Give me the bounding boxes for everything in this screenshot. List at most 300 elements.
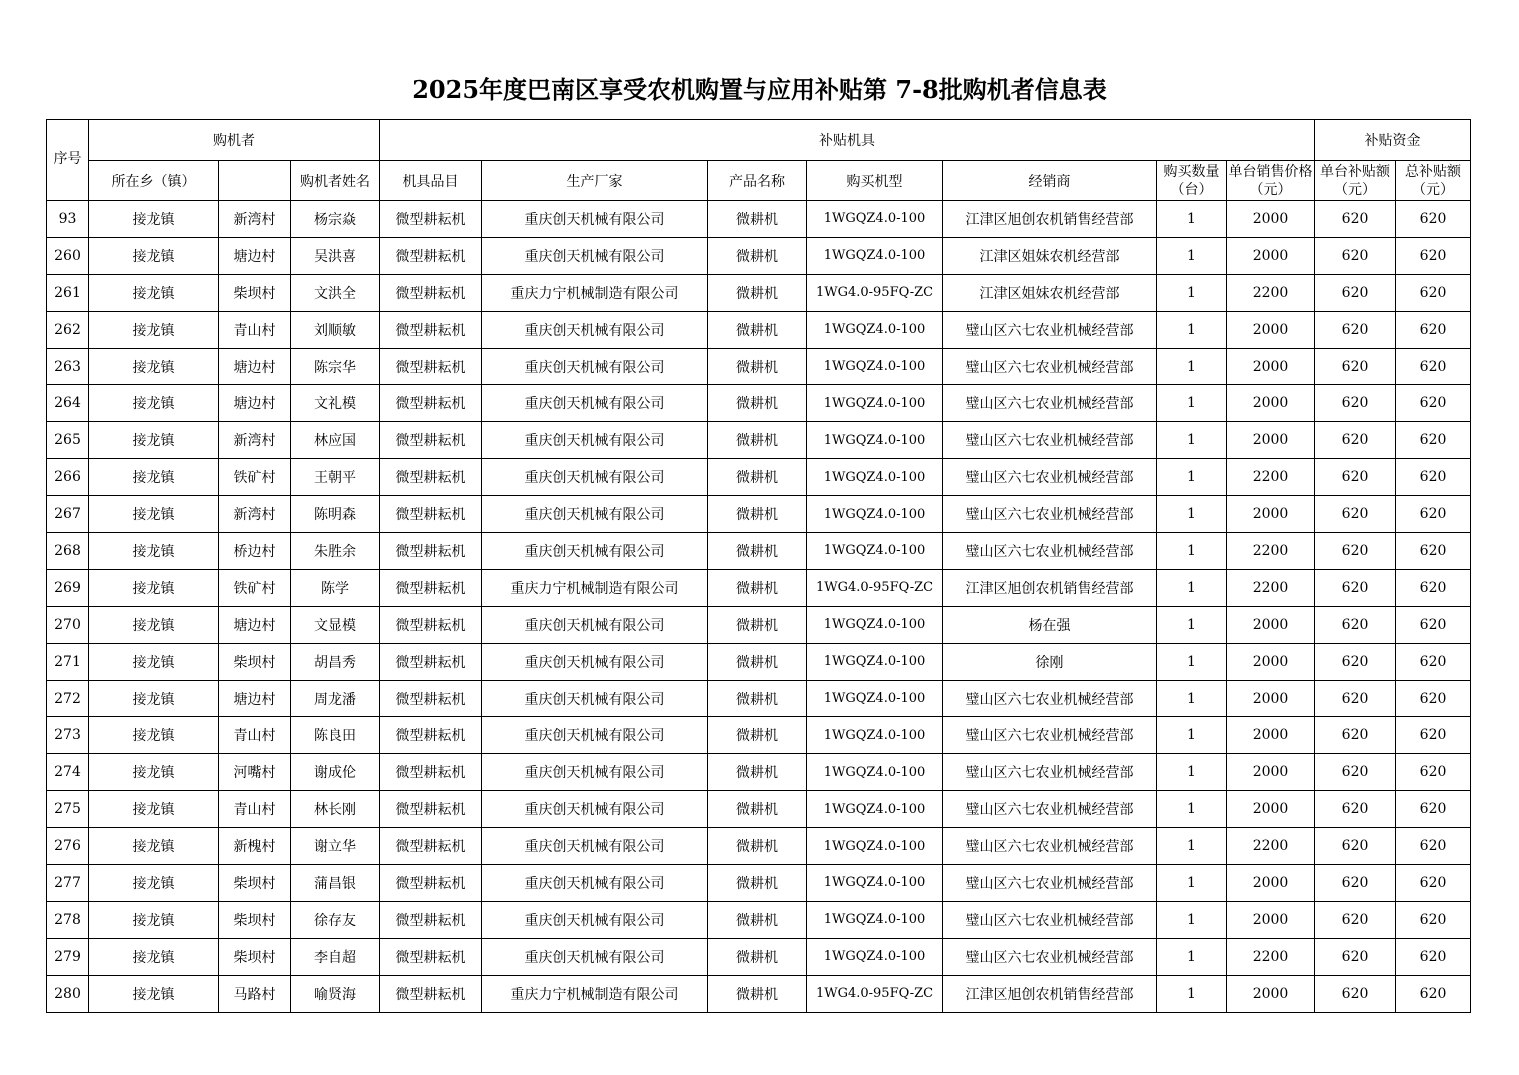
cell-product: 微耕机: [708, 975, 807, 1012]
cell-qty: 1: [1157, 606, 1227, 643]
cell-town: 接龙镇: [89, 828, 219, 865]
cell-seq: 273: [47, 717, 89, 754]
cell-seq: 266: [47, 459, 89, 496]
cell-qty: 1: [1157, 237, 1227, 274]
cell-town: 接龙镇: [89, 201, 219, 238]
cell-qty: 1: [1157, 938, 1227, 975]
cell-dealer: 璧山区六七农业机械经营部: [943, 680, 1157, 717]
cell-name: 李自超: [291, 938, 380, 975]
cell-seq: 268: [47, 533, 89, 570]
cell-category: 微型耕耘机: [380, 717, 482, 754]
cell-village: 铁矿村: [219, 569, 291, 606]
table-row: [47, 201, 1471, 238]
cell-town: 接龙镇: [89, 975, 219, 1012]
cell-qty: 1: [1157, 348, 1227, 385]
cell-category: 微型耕耘机: [380, 606, 482, 643]
cell-price: 2000: [1227, 754, 1315, 791]
cell-town: 接龙镇: [89, 717, 219, 754]
cell-model: 1WGQZ4.0-100: [807, 201, 943, 238]
cell-qty: 1: [1157, 201, 1227, 238]
cell-product: 微耕机: [708, 717, 807, 754]
header-price: 单台销售价格（元）: [1227, 161, 1315, 201]
cell-total-subsidy: 620: [1396, 237, 1471, 274]
cell-seq: 272: [47, 680, 89, 717]
cell-unit-subsidy: 620: [1315, 606, 1396, 643]
cell-manufacturer: 重庆创天机械有限公司: [482, 533, 708, 570]
header-town: 所在乡（镇）: [89, 161, 219, 201]
cell-name: 陈良田: [291, 717, 380, 754]
cell-name: 文显模: [291, 606, 380, 643]
cell-name: 周龙潘: [291, 680, 380, 717]
cell-unit-subsidy: 620: [1315, 680, 1396, 717]
cell-town: 接龙镇: [89, 865, 219, 902]
cell-name: 胡昌秀: [291, 643, 380, 680]
cell-village: 塘边村: [219, 680, 291, 717]
cell-seq: 261: [47, 274, 89, 311]
cell-price: 2200: [1227, 569, 1315, 606]
cell-village: 新槐村: [219, 828, 291, 865]
cell-dealer: 璧山区六七农业机械经营部: [943, 865, 1157, 902]
cell-village: 青山村: [219, 791, 291, 828]
cell-unit-subsidy: 620: [1315, 385, 1396, 422]
cell-name: 林长刚: [291, 791, 380, 828]
cell-manufacturer: 重庆创天机械有限公司: [482, 459, 708, 496]
cell-dealer: 璧山区六七农业机械经营部: [943, 422, 1157, 459]
cell-village: 青山村: [219, 717, 291, 754]
cell-price: 2000: [1227, 348, 1315, 385]
cell-village: 塘边村: [219, 237, 291, 274]
cell-unit-subsidy: 620: [1315, 717, 1396, 754]
cell-total-subsidy: 620: [1396, 533, 1471, 570]
cell-name: 谢成伦: [291, 754, 380, 791]
cell-manufacturer: 重庆创天机械有限公司: [482, 422, 708, 459]
cell-product: 微耕机: [708, 311, 807, 348]
cell-dealer: 江津区旭创农机销售经营部: [943, 975, 1157, 1012]
cell-model: 1WGQZ4.0-100: [807, 680, 943, 717]
cell-name: 文洪全: [291, 274, 380, 311]
cell-dealer: 璧山区六七农业机械经营部: [943, 901, 1157, 938]
cell-town: 接龙镇: [89, 791, 219, 828]
cell-dealer: 璧山区六七农业机械经营部: [943, 754, 1157, 791]
header-model: 购买机型: [807, 161, 943, 201]
cell-price: 2000: [1227, 201, 1315, 238]
cell-village: 青山村: [219, 311, 291, 348]
cell-dealer: 江津区姐妹农机经营部: [943, 274, 1157, 311]
cell-manufacturer: 重庆力宁机械制造有限公司: [482, 569, 708, 606]
cell-town: 接龙镇: [89, 496, 219, 533]
cell-dealer: 徐刚: [943, 643, 1157, 680]
table-row: [47, 274, 1471, 311]
header-qty: 购买数量（台）: [1157, 161, 1227, 201]
cell-total-subsidy: 620: [1396, 717, 1471, 754]
cell-dealer: 璧山区六七农业机械经营部: [943, 385, 1157, 422]
cell-total-subsidy: 620: [1396, 938, 1471, 975]
cell-village: 柴坝村: [219, 274, 291, 311]
table-row: [47, 717, 1471, 754]
cell-price: 2200: [1227, 828, 1315, 865]
cell-village: 铁矿村: [219, 459, 291, 496]
cell-price: 2000: [1227, 496, 1315, 533]
cell-seq: 276: [47, 828, 89, 865]
header-unit-subsidy: 单台补贴额（元）: [1315, 161, 1396, 201]
header-dealer: 经销商: [943, 161, 1157, 201]
cell-name: 蒲昌银: [291, 865, 380, 902]
cell-village: 新湾村: [219, 201, 291, 238]
cell-town: 接龙镇: [89, 348, 219, 385]
cell-town: 接龙镇: [89, 274, 219, 311]
cell-total-subsidy: 620: [1396, 754, 1471, 791]
cell-price: 2000: [1227, 680, 1315, 717]
cell-dealer: 璧山区六七农业机械经营部: [943, 828, 1157, 865]
cell-product: 微耕机: [708, 422, 807, 459]
cell-category: 微型耕耘机: [380, 938, 482, 975]
cell-model: 1WGQZ4.0-100: [807, 237, 943, 274]
cell-total-subsidy: 620: [1396, 422, 1471, 459]
cell-total-subsidy: 620: [1396, 459, 1471, 496]
cell-category: 微型耕耘机: [380, 496, 482, 533]
header-group-funds: 补贴资金: [1315, 120, 1471, 161]
cell-town: 接龙镇: [89, 643, 219, 680]
cell-product: 微耕机: [708, 754, 807, 791]
cell-category: 微型耕耘机: [380, 791, 482, 828]
cell-model: 1WGQZ4.0-100: [807, 496, 943, 533]
cell-product: 微耕机: [708, 828, 807, 865]
cell-manufacturer: 重庆创天机械有限公司: [482, 496, 708, 533]
cell-total-subsidy: 620: [1396, 828, 1471, 865]
cell-seq: 93: [47, 201, 89, 238]
cell-price: 2000: [1227, 901, 1315, 938]
cell-price: 2000: [1227, 865, 1315, 902]
cell-unit-subsidy: 620: [1315, 274, 1396, 311]
cell-village: 塘边村: [219, 606, 291, 643]
cell-manufacturer: 重庆创天机械有限公司: [482, 680, 708, 717]
cell-product: 微耕机: [708, 533, 807, 570]
cell-model: 1WGQZ4.0-100: [807, 828, 943, 865]
cell-category: 微型耕耘机: [380, 201, 482, 238]
cell-model: 1WGQZ4.0-100: [807, 385, 943, 422]
cell-price: 2000: [1227, 643, 1315, 680]
cell-town: 接龙镇: [89, 754, 219, 791]
table-row: [47, 422, 1471, 459]
cell-village: 新湾村: [219, 496, 291, 533]
cell-village: 柴坝村: [219, 938, 291, 975]
cell-unit-subsidy: 620: [1315, 496, 1396, 533]
cell-manufacturer: 重庆力宁机械制造有限公司: [482, 975, 708, 1012]
cell-manufacturer: 重庆创天机械有限公司: [482, 938, 708, 975]
cell-price: 2200: [1227, 459, 1315, 496]
cell-village: 桥边村: [219, 533, 291, 570]
cell-dealer: 江津区旭创农机销售经营部: [943, 569, 1157, 606]
cell-price: 2000: [1227, 606, 1315, 643]
cell-manufacturer: 重庆创天机械有限公司: [482, 865, 708, 902]
cell-village: 塘边村: [219, 348, 291, 385]
table-row: [47, 606, 1471, 643]
cell-model: 1WGQZ4.0-100: [807, 717, 943, 754]
cell-unit-subsidy: 620: [1315, 754, 1396, 791]
cell-qty: 1: [1157, 422, 1227, 459]
cell-model: 1WGQZ4.0-100: [807, 348, 943, 385]
cell-town: 接龙镇: [89, 385, 219, 422]
cell-qty: 1: [1157, 680, 1227, 717]
cell-qty: 1: [1157, 754, 1227, 791]
cell-product: 微耕机: [708, 606, 807, 643]
header-manufacturer: 生产厂家: [482, 161, 708, 201]
cell-dealer: 璧山区六七农业机械经营部: [943, 311, 1157, 348]
cell-model: 1WGQZ4.0-100: [807, 459, 943, 496]
header-category: 机具品目: [380, 161, 482, 201]
table-row: [47, 643, 1471, 680]
table-row: [47, 569, 1471, 606]
cell-village: 河嘴村: [219, 754, 291, 791]
cell-dealer: 江津区旭创农机销售经营部: [943, 201, 1157, 238]
cell-name: 陈学: [291, 569, 380, 606]
cell-model: 1WGQZ4.0-100: [807, 533, 943, 570]
table-row: [47, 680, 1471, 717]
cell-model: 1WG4.0-95FQ-ZC: [807, 569, 943, 606]
cell-total-subsidy: 620: [1396, 385, 1471, 422]
cell-dealer: 璧山区六七农业机械经营部: [943, 938, 1157, 975]
cell-unit-subsidy: 620: [1315, 533, 1396, 570]
cell-name: 朱胜余: [291, 533, 380, 570]
table-body: [47, 201, 1471, 1013]
cell-seq: 274: [47, 754, 89, 791]
cell-town: 接龙镇: [89, 680, 219, 717]
cell-category: 微型耕耘机: [380, 680, 482, 717]
cell-unit-subsidy: 620: [1315, 975, 1396, 1012]
header-name: 购机者姓名: [291, 161, 380, 201]
cell-unit-subsidy: 620: [1315, 569, 1396, 606]
cell-seq: 263: [47, 348, 89, 385]
table-row: [47, 901, 1471, 938]
cell-dealer: 璧山区六七农业机械经营部: [943, 459, 1157, 496]
cell-qty: 1: [1157, 717, 1227, 754]
cell-category: 微型耕耘机: [380, 569, 482, 606]
table-row: [47, 865, 1471, 902]
cell-unit-subsidy: 620: [1315, 643, 1396, 680]
header-seq: 序号: [47, 120, 89, 201]
cell-qty: 1: [1157, 496, 1227, 533]
cell-town: 接龙镇: [89, 606, 219, 643]
cell-price: 2000: [1227, 311, 1315, 348]
cell-seq: 277: [47, 865, 89, 902]
cell-product: 微耕机: [708, 643, 807, 680]
cell-name: 林应国: [291, 422, 380, 459]
header-group-equipment: 补贴机具: [380, 120, 1315, 161]
cell-product: 微耕机: [708, 791, 807, 828]
header-group-buyer: 购机者: [89, 120, 380, 161]
cell-dealer: 江津区姐妹农机经营部: [943, 237, 1157, 274]
cell-seq: 280: [47, 975, 89, 1012]
cell-qty: 1: [1157, 569, 1227, 606]
cell-seq: 265: [47, 422, 89, 459]
header-product: 产品名称: [708, 161, 807, 201]
cell-manufacturer: 重庆创天机械有限公司: [482, 237, 708, 274]
cell-village: 马路村: [219, 975, 291, 1012]
cell-category: 微型耕耘机: [380, 754, 482, 791]
table-row: [47, 791, 1471, 828]
cell-village: 柴坝村: [219, 901, 291, 938]
header-total-subsidy: 总补贴额（元）: [1396, 161, 1471, 201]
cell-product: 微耕机: [708, 201, 807, 238]
table-row: [47, 348, 1471, 385]
cell-unit-subsidy: 620: [1315, 201, 1396, 238]
cell-seq: 278: [47, 901, 89, 938]
cell-manufacturer: 重庆创天机械有限公司: [482, 717, 708, 754]
cell-seq: 262: [47, 311, 89, 348]
cell-manufacturer: 重庆创天机械有限公司: [482, 643, 708, 680]
cell-dealer: 璧山区六七农业机械经营部: [943, 533, 1157, 570]
header-village: [219, 161, 291, 201]
cell-price: 2200: [1227, 533, 1315, 570]
cell-category: 微型耕耘机: [380, 643, 482, 680]
cell-dealer: 杨在强: [943, 606, 1157, 643]
table-row: [47, 828, 1471, 865]
cell-manufacturer: 重庆创天机械有限公司: [482, 828, 708, 865]
table-row: [47, 385, 1471, 422]
cell-name: 文礼模: [291, 385, 380, 422]
cell-name: 徐存友: [291, 901, 380, 938]
cell-qty: 1: [1157, 901, 1227, 938]
cell-unit-subsidy: 620: [1315, 828, 1396, 865]
cell-seq: 267: [47, 496, 89, 533]
table-row: [47, 938, 1471, 975]
cell-product: 微耕机: [708, 901, 807, 938]
cell-name: 喻贤海: [291, 975, 380, 1012]
cell-product: 微耕机: [708, 496, 807, 533]
cell-manufacturer: 重庆创天机械有限公司: [482, 901, 708, 938]
cell-qty: 1: [1157, 643, 1227, 680]
cell-manufacturer: 重庆创天机械有限公司: [482, 606, 708, 643]
cell-qty: 1: [1157, 311, 1227, 348]
cell-seq: 275: [47, 791, 89, 828]
cell-product: 微耕机: [708, 237, 807, 274]
cell-price: 2000: [1227, 422, 1315, 459]
cell-unit-subsidy: 620: [1315, 865, 1396, 902]
cell-unit-subsidy: 620: [1315, 311, 1396, 348]
cell-village: 柴坝村: [219, 865, 291, 902]
cell-manufacturer: 重庆力宁机械制造有限公司: [482, 274, 708, 311]
cell-total-subsidy: 620: [1396, 274, 1471, 311]
cell-name: 王朝平: [291, 459, 380, 496]
cell-qty: 1: [1157, 865, 1227, 902]
cell-model: 1WGQZ4.0-100: [807, 606, 943, 643]
purchaser-table: [46, 119, 1471, 1013]
table-row: [47, 496, 1471, 533]
cell-town: 接龙镇: [89, 459, 219, 496]
cell-unit-subsidy: 620: [1315, 237, 1396, 274]
cell-category: 微型耕耘机: [380, 459, 482, 496]
cell-qty: 1: [1157, 533, 1227, 570]
table-row: [47, 459, 1471, 496]
cell-unit-subsidy: 620: [1315, 901, 1396, 938]
cell-town: 接龙镇: [89, 569, 219, 606]
cell-total-subsidy: 620: [1396, 865, 1471, 902]
cell-product: 微耕机: [708, 938, 807, 975]
cell-name: 吴洪喜: [291, 237, 380, 274]
cell-seq: 260: [47, 237, 89, 274]
cell-category: 微型耕耘机: [380, 533, 482, 570]
cell-product: 微耕机: [708, 459, 807, 496]
cell-village: 新湾村: [219, 422, 291, 459]
cell-total-subsidy: 620: [1396, 311, 1471, 348]
cell-manufacturer: 重庆创天机械有限公司: [482, 791, 708, 828]
cell-product: 微耕机: [708, 385, 807, 422]
cell-town: 接龙镇: [89, 533, 219, 570]
cell-manufacturer: 重庆创天机械有限公司: [482, 348, 708, 385]
cell-model: 1WGQZ4.0-100: [807, 901, 943, 938]
cell-manufacturer: 重庆创天机械有限公司: [482, 754, 708, 791]
cell-model: 1WGQZ4.0-100: [807, 643, 943, 680]
cell-model: 1WGQZ4.0-100: [807, 865, 943, 902]
cell-category: 微型耕耘机: [380, 828, 482, 865]
cell-seq: 264: [47, 385, 89, 422]
cell-price: 2200: [1227, 938, 1315, 975]
cell-town: 接龙镇: [89, 237, 219, 274]
cell-name: 陈宗华: [291, 348, 380, 385]
cell-qty: 1: [1157, 274, 1227, 311]
table-row: [47, 533, 1471, 570]
cell-dealer: 璧山区六七农业机械经营部: [943, 717, 1157, 754]
cell-total-subsidy: 620: [1396, 680, 1471, 717]
cell-model: 1WGQZ4.0-100: [807, 791, 943, 828]
cell-unit-subsidy: 620: [1315, 938, 1396, 975]
cell-model: 1WGQZ4.0-100: [807, 754, 943, 791]
cell-product: 微耕机: [708, 865, 807, 902]
cell-total-subsidy: 620: [1396, 975, 1471, 1012]
cell-model: 1WG4.0-95FQ-ZC: [807, 274, 943, 311]
cell-qty: 1: [1157, 791, 1227, 828]
cell-dealer: 璧山区六七农业机械经营部: [943, 348, 1157, 385]
table-row: [47, 975, 1471, 1012]
cell-town: 接龙镇: [89, 311, 219, 348]
cell-name: 刘顺敏: [291, 311, 380, 348]
cell-category: 微型耕耘机: [380, 237, 482, 274]
cell-model: 1WGQZ4.0-100: [807, 938, 943, 975]
cell-product: 微耕机: [708, 569, 807, 606]
cell-product: 微耕机: [708, 680, 807, 717]
cell-price: 2000: [1227, 385, 1315, 422]
cell-name: 谢立华: [291, 828, 380, 865]
cell-price: 2000: [1227, 975, 1315, 1012]
cell-category: 微型耕耘机: [380, 865, 482, 902]
cell-name: 杨宗焱: [291, 201, 380, 238]
cell-seq: 271: [47, 643, 89, 680]
cell-product: 微耕机: [708, 274, 807, 311]
cell-town: 接龙镇: [89, 938, 219, 975]
cell-model: 1WGQZ4.0-100: [807, 422, 943, 459]
cell-manufacturer: 重庆创天机械有限公司: [482, 201, 708, 238]
cell-town: 接龙镇: [89, 422, 219, 459]
cell-qty: 1: [1157, 459, 1227, 496]
cell-total-subsidy: 620: [1396, 901, 1471, 938]
table-row: [47, 754, 1471, 791]
cell-price: 2200: [1227, 274, 1315, 311]
cell-manufacturer: 重庆创天机械有限公司: [482, 385, 708, 422]
cell-category: 微型耕耘机: [380, 311, 482, 348]
cell-category: 微型耕耘机: [380, 422, 482, 459]
cell-category: 微型耕耘机: [380, 274, 482, 311]
cell-unit-subsidy: 620: [1315, 348, 1396, 385]
table-row: [47, 237, 1471, 274]
cell-category: 微型耕耘机: [380, 385, 482, 422]
page-title: 2025年度巴南区享受农机购置与应用补贴第 7-8批购机者信息表: [412, 75, 1107, 104]
cell-model: 1WGQZ4.0-100: [807, 311, 943, 348]
cell-total-subsidy: 620: [1396, 791, 1471, 828]
table-row: [47, 311, 1471, 348]
cell-category: 微型耕耘机: [380, 348, 482, 385]
cell-seq: 279: [47, 938, 89, 975]
cell-total-subsidy: 620: [1396, 569, 1471, 606]
